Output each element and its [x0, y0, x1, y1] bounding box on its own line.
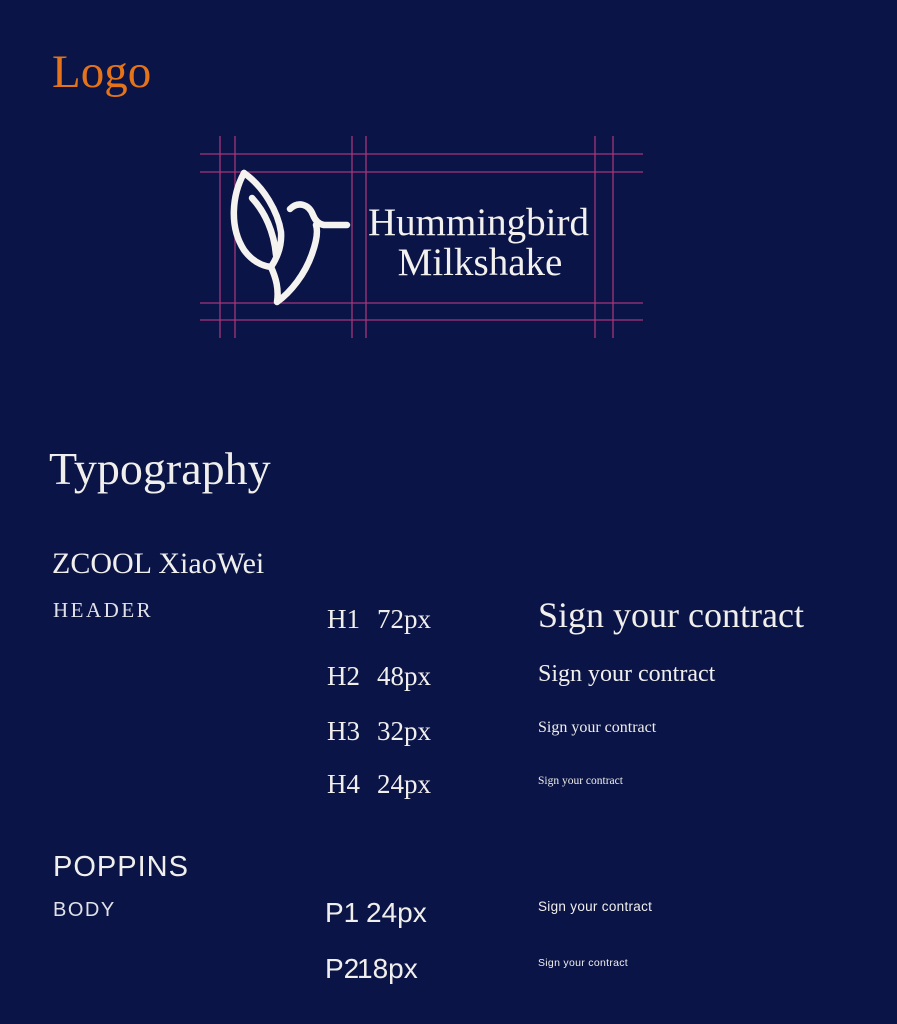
- style-tag-p2: P2: [325, 953, 360, 984]
- style-sample-p1: Sign your contract: [538, 899, 653, 914]
- style-tag-h1: H1: [327, 604, 360, 634]
- style-sample-h3: Sign your contract: [538, 719, 657, 736]
- style-tag-h3: H3: [327, 716, 360, 746]
- style-sample-h1: Sign your contract: [538, 595, 804, 635]
- font-role-label-header: HEADER: [53, 598, 154, 622]
- brand-name-line1: Hummingbird: [368, 201, 589, 244]
- style-tag-h4: H4: [327, 769, 360, 799]
- logo-section-title: Logo: [52, 46, 152, 98]
- font-family-name-poppins: POPPINS: [53, 851, 189, 883]
- style-size-h4: 24px: [377, 769, 431, 799]
- style-size-h2: 48px: [377, 661, 431, 691]
- style-size-h3: 32px: [377, 716, 431, 746]
- logo-figure-svg: [195, 130, 665, 345]
- hummingbird-mark-icon: [234, 173, 347, 302]
- style-tag-h2: H2: [327, 661, 360, 691]
- style-sample-h2: Sign your contract: [538, 661, 716, 687]
- typography-section-title: Typography: [49, 443, 271, 494]
- style-size-p2: 18px: [357, 953, 418, 984]
- logo-construction-figure: [195, 130, 665, 345]
- style-size-p1: 24px: [366, 897, 427, 928]
- style-sample-h4: Sign your contract: [538, 775, 623, 787]
- font-role-label-body: BODY: [53, 899, 116, 921]
- font-family-name-zcool: ZCOOL XiaoWei: [52, 547, 265, 580]
- style-tag-p1: P1: [325, 897, 360, 928]
- style-sample-p2: Sign your contract: [538, 957, 629, 969]
- style-size-h1: 72px: [377, 604, 431, 634]
- brand-name-line2: Milkshake: [397, 241, 563, 284]
